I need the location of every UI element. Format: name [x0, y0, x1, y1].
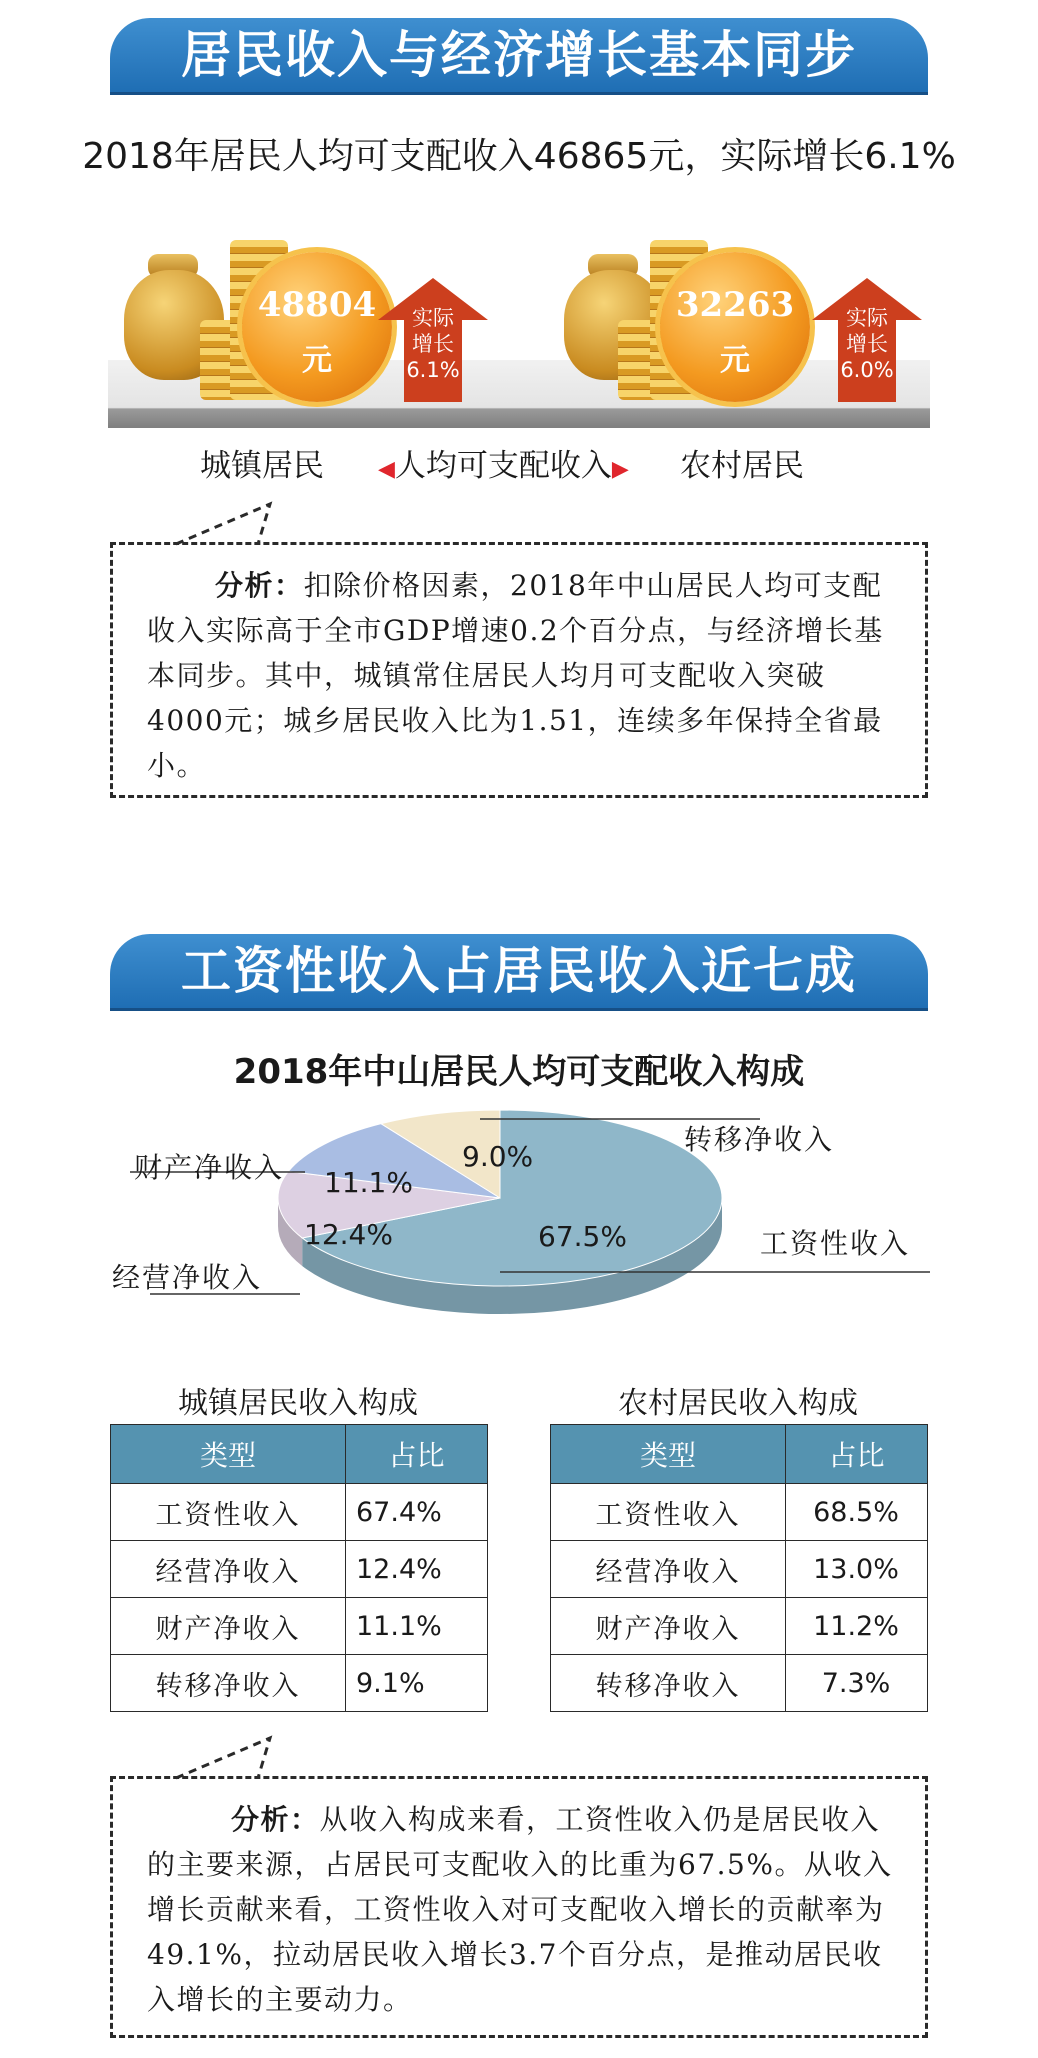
header-share: 占比 — [786, 1425, 928, 1484]
pie-label-wage: 工资性收入 — [760, 1227, 911, 1260]
triangle-left-icon: ◀ — [378, 457, 395, 482]
chart-title: 2018年中山居民人均可支配收入构成 — [233, 1052, 805, 1092]
section1-banner: 居民收入与经济增长基本同步 — [110, 18, 928, 92]
urban-growth-label-2: 增长 — [412, 332, 454, 356]
triangle-right-icon: ▶ — [611, 457, 629, 482]
header-type: 类型 — [551, 1425, 786, 1484]
analysis-lead: 分析： — [215, 569, 304, 602]
row-type: 财产净收入 — [551, 1598, 786, 1655]
table-row — [551, 1598, 928, 1655]
caption-middle-label: 人均可支配收入 — [394, 448, 612, 484]
urban-caption: 城镇居民 — [200, 448, 324, 484]
urban-income-table — [110, 1424, 488, 1712]
urban-income-medal — [242, 252, 392, 402]
row-share: 12.4% — [346, 1541, 488, 1598]
analysis-box-2 — [110, 1776, 928, 2038]
row-type: 工资性收入 — [111, 1484, 346, 1541]
pie-value-transfer: 9.0% — [462, 1140, 534, 1173]
pie-value-wage: 67.5% — [538, 1220, 627, 1253]
rural-growth-label-2: 增长 — [846, 332, 888, 356]
row-type: 经营净收入 — [551, 1541, 786, 1598]
rural-growth-value: 6.0% — [840, 358, 894, 382]
row-share: 67.4% — [346, 1484, 488, 1541]
pie-value-property: 11.1% — [324, 1166, 413, 1199]
callout-pointer — [170, 500, 280, 546]
urban-income-unit: 元 — [302, 343, 332, 378]
row-share: 68.5% — [786, 1484, 928, 1541]
pie-label-property: 财产净收入 — [134, 1151, 285, 1184]
row-share: 9.1% — [346, 1655, 488, 1712]
row-type: 财产净收入 — [111, 1598, 346, 1655]
header-share: 占比 — [346, 1425, 488, 1484]
row-type: 转移净收入 — [111, 1655, 346, 1712]
row-share: 7.3% — [786, 1655, 928, 1712]
rural-income-amount: 32263 — [675, 285, 795, 325]
row-share: 11.1% — [346, 1598, 488, 1655]
rural-income-medal — [660, 252, 810, 402]
section1-subtitle: 2018年居民人均可支配收入46865元，实际增长6.1% — [82, 136, 956, 177]
callout-pointer — [170, 1734, 280, 1780]
caption-middle — [378, 440, 629, 485]
section2-banner: 工资性收入占居民收入近七成 — [110, 934, 928, 1008]
table-row — [551, 1655, 928, 1712]
header-type: 类型 — [111, 1425, 346, 1484]
table-row — [111, 1484, 488, 1541]
table-row — [111, 1541, 488, 1598]
analysis-box-1 — [110, 542, 928, 798]
analysis-text: 从收入构成来看，工资性收入仍是居民收入的主要来源，占居民可支配收入的比重为67.5%。从收入增长贡献来看，工资性收入对可支配收入增长的贡献率为49.1%，拉动居民收入增长3.7个百分点，是推动居民收入增长的主要动力。 — [147, 1803, 893, 2016]
rural-table-title: 农村居民收入构成 — [618, 1386, 858, 1421]
urban-income-amount: 48804 — [257, 285, 377, 325]
rural-income-table — [550, 1424, 928, 1712]
urban-growth-value: 6.1% — [406, 358, 460, 382]
rural-growth-label-1: 实际 — [846, 306, 888, 330]
row-share: 13.0% — [786, 1541, 928, 1598]
rural-growth-label — [812, 305, 922, 383]
pie-label-business: 经营净收入 — [112, 1261, 263, 1294]
table-row — [551, 1541, 928, 1598]
rural-income-unit: 元 — [720, 343, 750, 378]
analysis-text: 扣除价格因素，2018年中山居民人均可支配收入实际高于全市GDP增速0.2个百分点，与经济增长基本同步。其中，城镇常住居民人均月可支配收入突破4000元；城乡居民收入比为1.51，连续多年保持全省最小。 — [147, 569, 884, 782]
table-row — [551, 1484, 928, 1541]
urban-table-title: 城镇居民收入构成 — [178, 1386, 418, 1421]
table-row — [111, 1655, 488, 1712]
rural-caption: 农村居民 — [680, 448, 804, 484]
row-share: 11.2% — [786, 1598, 928, 1655]
table-row — [111, 1598, 488, 1655]
analysis-lead: 分析： — [231, 1803, 320, 1836]
row-type: 经营净收入 — [111, 1541, 346, 1598]
urban-growth-label-1: 实际 — [412, 306, 454, 330]
row-type: 工资性收入 — [551, 1484, 786, 1541]
urban-growth-label — [378, 305, 488, 383]
row-type: 转移净收入 — [551, 1655, 786, 1712]
pie-label-transfer: 转移净收入 — [684, 1123, 835, 1156]
pie-value-business: 12.4% — [304, 1218, 393, 1251]
